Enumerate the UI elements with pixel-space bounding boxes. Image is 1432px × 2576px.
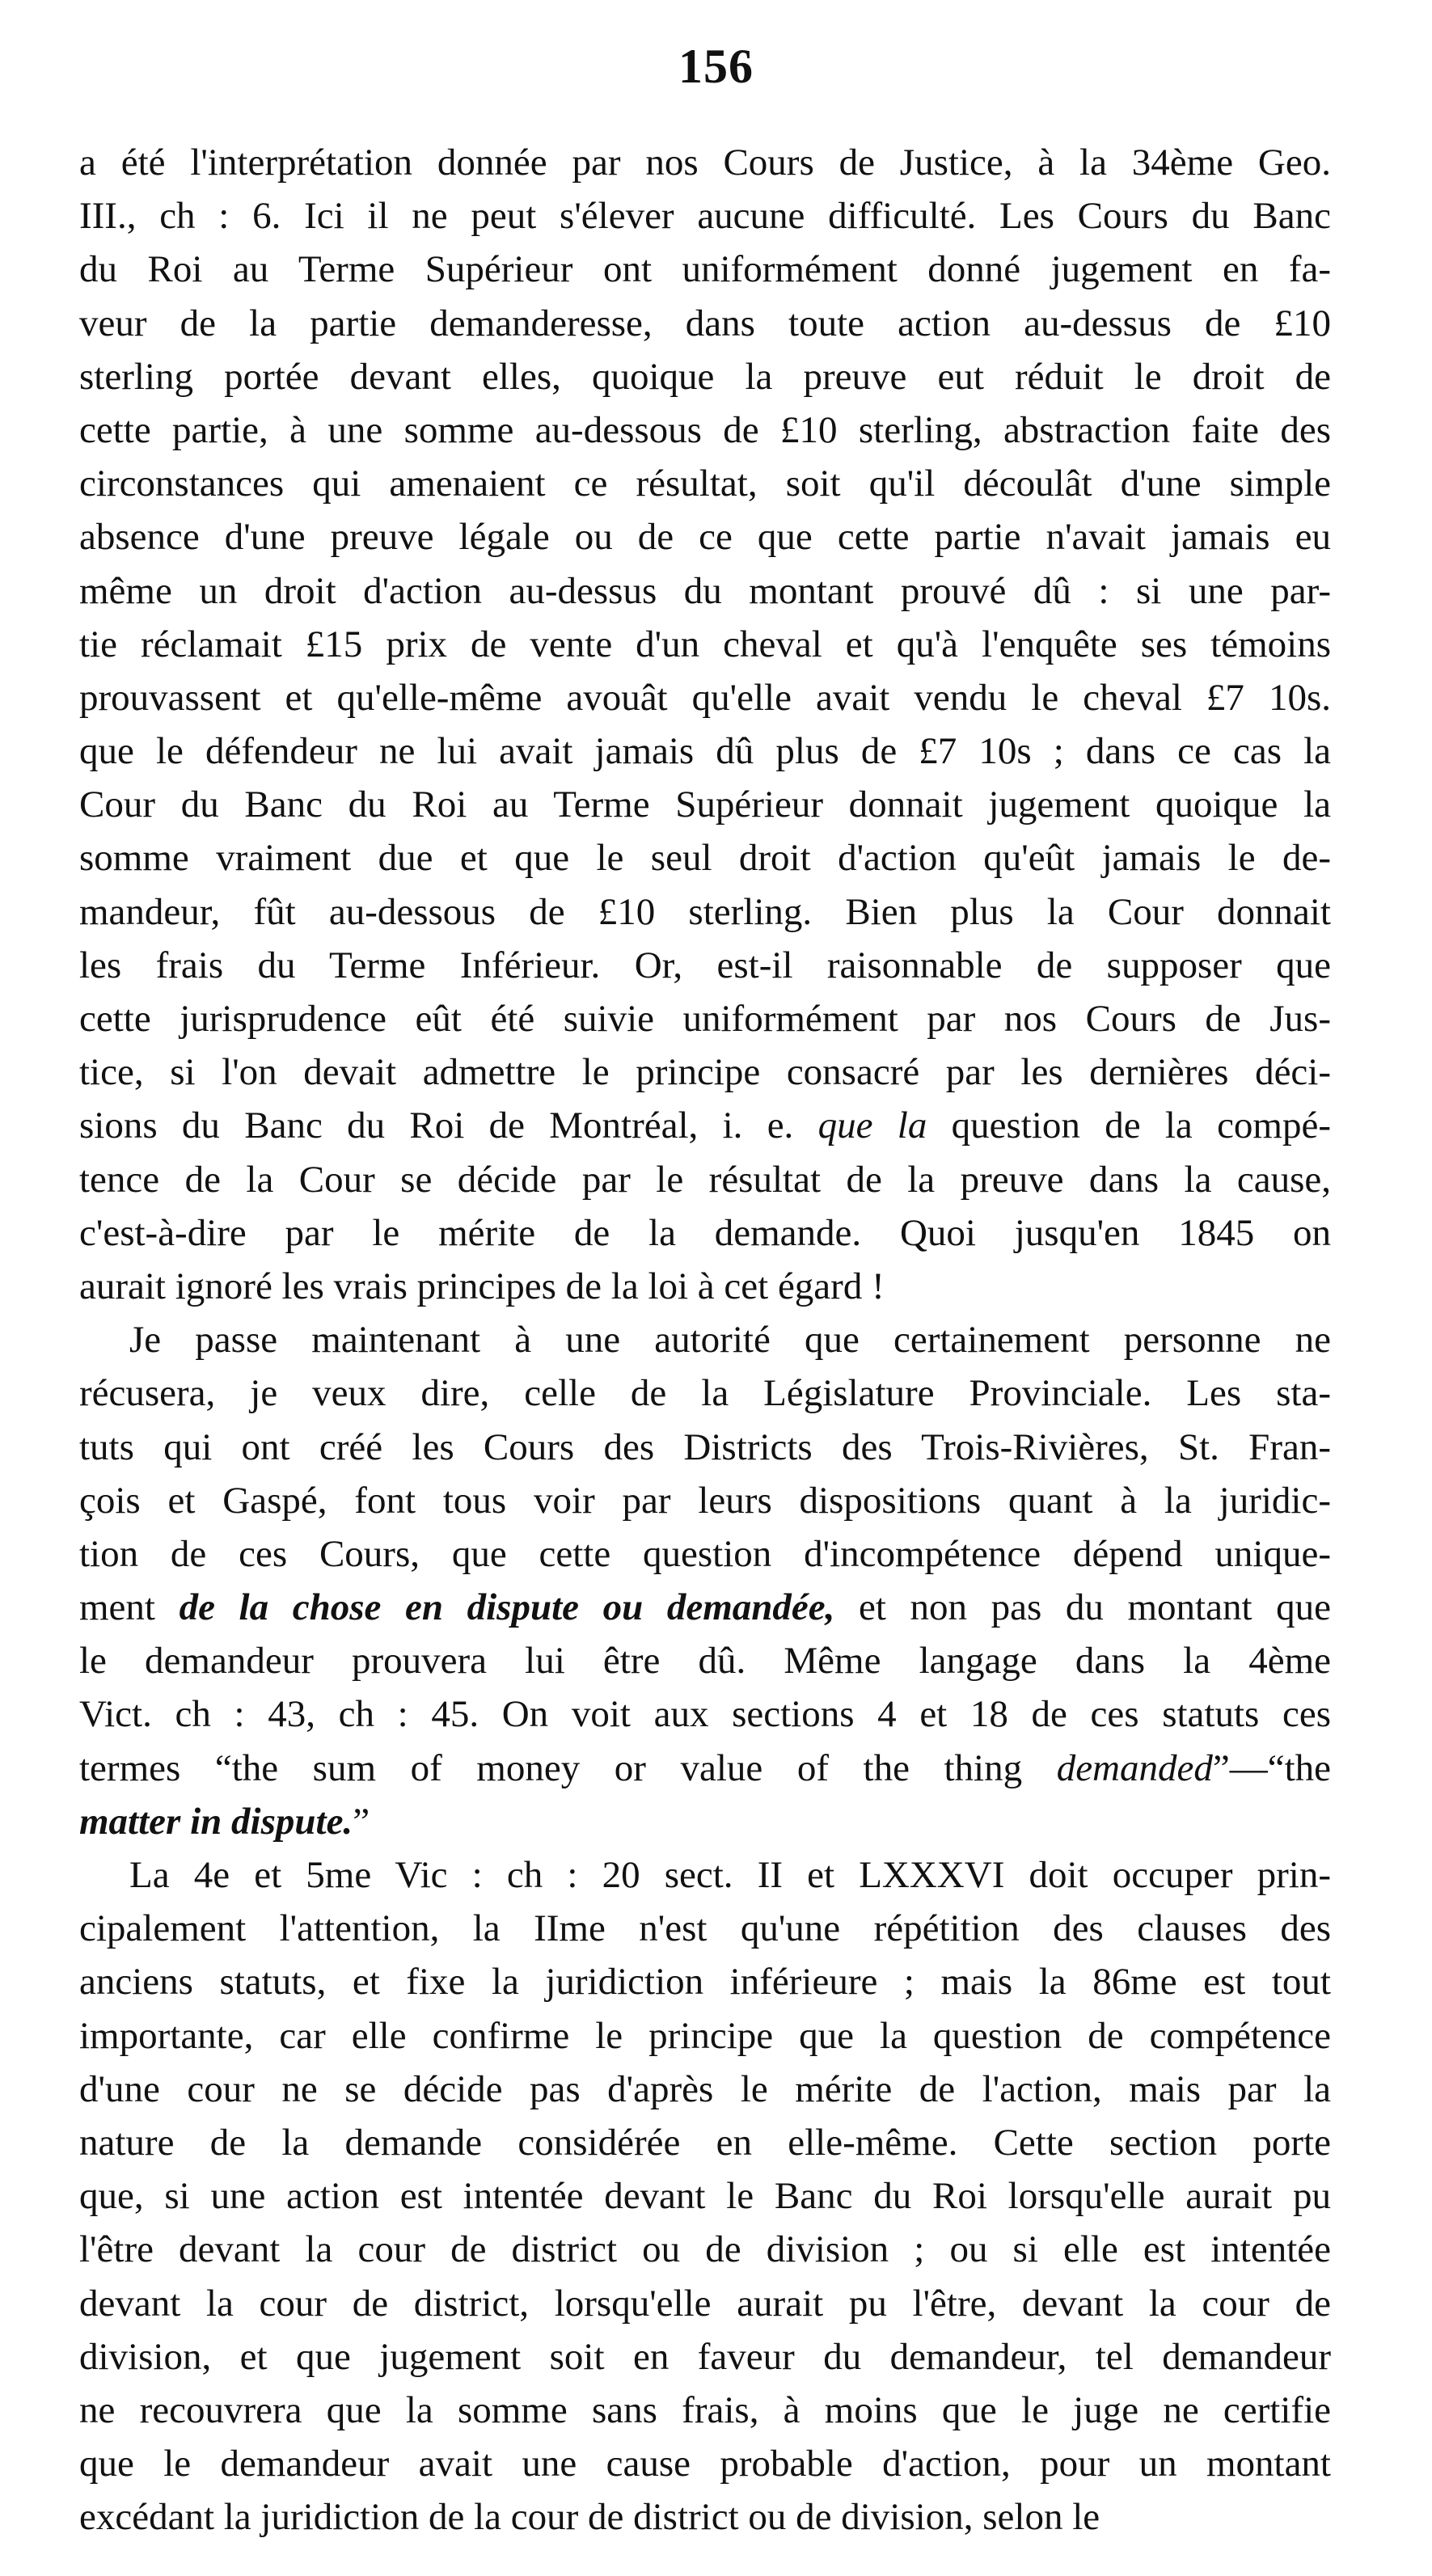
text-run: ment xyxy=(79,1586,180,1629)
text-line xyxy=(79,1206,1331,1260)
text-run: du Roi au Terme Supérieur ont uniformément donné jugement en fa- xyxy=(79,248,1331,291)
text-run: l'être devant la cour de district ou de division ; ou si elle est intentée xyxy=(79,2228,1331,2271)
text-line xyxy=(79,136,1331,189)
text-line xyxy=(79,2009,1331,2063)
text-run: cipalement l'attention, la IIme n'est qu'une répétition des clauses des xyxy=(79,1907,1331,1950)
text-run: ” xyxy=(353,1800,370,1843)
emphasized-text: que la xyxy=(817,1104,927,1147)
text-run: veur de la partie demanderesse, dans toute action au-dessus de £10 xyxy=(79,302,1331,344)
text-line xyxy=(79,992,1331,1045)
text-run: que le demandeur avait une cause probable d'action, pour un montant xyxy=(79,2443,1331,2485)
text-line xyxy=(79,403,1331,457)
text-run: le demandeur prouvera lui être dû. Même langage dans la 4ème xyxy=(79,1640,1331,1683)
text-run: récusera, je veux dire, celle de la Législature Provinciale. Les sta- xyxy=(79,1372,1331,1415)
text-line xyxy=(79,2277,1331,2330)
text-line xyxy=(79,2223,1331,2276)
text-line xyxy=(79,243,1331,296)
text-line xyxy=(79,2116,1331,2169)
text-run: d'une cour ne se décide pas d'après le mérite de l'action, mais par la xyxy=(79,2067,1331,2110)
text-line xyxy=(79,2490,1331,2544)
text-line xyxy=(79,2063,1331,2116)
text-run: tice, si l'on devait admettre le principe consacré par les dernières déci- xyxy=(79,1051,1331,1094)
text-run: a été l'interprétation donnée par nos Cours de Justice, à la 34ème Geo. xyxy=(79,141,1331,184)
text-line xyxy=(79,510,1331,564)
text-line xyxy=(79,2330,1331,2384)
text-line xyxy=(79,189,1331,243)
text-line xyxy=(79,724,1331,778)
text-line xyxy=(79,1099,1331,1152)
text-line xyxy=(79,297,1331,350)
emphasized-text: matter in dispute. xyxy=(79,1800,353,1843)
text-run: division, et que jugement soit en faveur du demandeur, tel demandeur xyxy=(79,2335,1331,2378)
text-run: tence de la Cour se décide par le résultat de la preuve dans la cause, xyxy=(79,1158,1331,1201)
text-line xyxy=(79,1260,1331,1313)
text-line xyxy=(79,1581,1331,1634)
text-run: çois et Gaspé, font tous voir par leurs dispositions quant à la juridic- xyxy=(79,1479,1331,1522)
text-line xyxy=(79,885,1331,939)
text-run: tion de ces Cours, que cette question d'incompétence dépend unique- xyxy=(79,1532,1331,1575)
text-line xyxy=(79,1153,1331,1206)
text-line xyxy=(79,350,1331,403)
text-line xyxy=(79,1474,1331,1527)
text-run: circonstances qui amenaient ce résultat, soit qu'il découlât d'une simple xyxy=(79,462,1331,505)
text-line xyxy=(79,1687,1331,1741)
text-run: ne recouvrera que la somme sans frais, à moins que le juge ne certifie xyxy=(79,2388,1331,2431)
text-run: sterling portée devant elles, quoique la preuve eut réduit le droit de xyxy=(79,355,1331,398)
text-run: Cour du Banc du Roi au Terme Supérieur donnait jugement quoique la xyxy=(79,783,1331,826)
text-line xyxy=(79,1421,1331,1474)
page-number: 156 xyxy=(678,40,754,93)
text-run: les frais du Terme Inférieur. Or, est-il raisonnable de supposer que xyxy=(79,944,1331,986)
text-run: tie réclamait £15 prix de vente d'un cheval et qu'à l'enquête ses témoins xyxy=(79,623,1331,665)
paragraph xyxy=(79,1848,1331,2544)
emphasized-text: demanded xyxy=(1056,1746,1213,1789)
text-run: sions du Banc du Roi de Montréal, i. e. xyxy=(79,1104,818,1147)
text-line xyxy=(79,2437,1331,2490)
text-line xyxy=(79,1848,1331,1902)
text-line xyxy=(79,1742,1331,1795)
paragraph xyxy=(79,1313,1331,1848)
text-line xyxy=(79,618,1331,671)
text-run: somme vraiment due et que le seul droit d'action qu'eût jamais le de- xyxy=(79,837,1331,880)
text-run: importante, car elle confirme le principe que la question de compétence xyxy=(79,2014,1331,2057)
text-run: cette jurisprudence eût été suivie uniformément par nos Cours de Jus- xyxy=(79,998,1331,1040)
text-run: même un droit d'action au-dessus du montant prouvé dû : si une par- xyxy=(79,569,1331,612)
paragraph xyxy=(79,136,1331,1313)
text-run: et non pas du montant que xyxy=(834,1586,1331,1629)
text-run: mandeur, fût au-dessous de £10 sterling. Bien plus la Cour donnait xyxy=(79,890,1331,933)
text-run: termes “the sum of money or value of the thing xyxy=(79,1746,1057,1789)
text-line xyxy=(79,2169,1331,2223)
text-line xyxy=(79,2384,1331,2437)
text-run: cette partie, à une somme au-dessous de £10 sterling, abstraction faite des xyxy=(79,408,1331,451)
text-line xyxy=(79,457,1331,510)
text-run: aurait ignoré les vrais principes de la loi à cet égard ! xyxy=(79,1265,885,1307)
text-run: Vict. ch : 43, ch : 45. On voit aux sections 4 et 18 de ces statuts ces xyxy=(79,1693,1331,1736)
text-run: Je passe maintenant à une autorité que certainement personne ne xyxy=(129,1319,1331,1362)
text-run: ”—“the xyxy=(1212,1746,1331,1789)
text-line xyxy=(79,778,1331,831)
text-run: excédant la juridiction de la cour de district ou de division, selon le xyxy=(79,2496,1100,2539)
text-run: c'est-à-dire par le mérite de la demande. Quoi jusqu'en 1845 on xyxy=(79,1211,1331,1254)
text-line xyxy=(79,671,1331,724)
text-run: anciens statuts, et fixe la juridiction inférieure ; mais la 86me est tout xyxy=(79,1961,1331,2004)
text-line xyxy=(79,564,1331,618)
text-run: question de la compé- xyxy=(927,1104,1331,1147)
text-line xyxy=(79,1955,1331,2008)
text-run: tuts qui ont créé les Cours des Districts des Trois-Rivières, St. Fran- xyxy=(79,1425,1331,1468)
text-line xyxy=(79,1313,1331,1366)
text-run: prouvassent et qu'elle-même avouât qu'elle avait vendu le cheval £7 10s. xyxy=(79,676,1331,719)
text-line xyxy=(79,1902,1331,1955)
text-line xyxy=(79,1045,1331,1099)
text-line xyxy=(79,831,1331,885)
emphasized-text: de la chose en dispute ou demandée, xyxy=(179,1586,835,1629)
text-run: absence d'une preuve légale ou de ce que cette partie n'avait jamais eu xyxy=(79,516,1331,559)
text-run: que le défendeur ne lui avait jamais dû plus de £7 10s ; dans ce cas la xyxy=(79,730,1331,773)
text-run: III., ch : 6. Ici il ne peut s'élever aucune difficulté. Les Cours du Banc xyxy=(79,195,1331,238)
text-run: que, si une action est intentée devant le Banc du Roi lorsqu'elle aurait pu xyxy=(79,2175,1331,2218)
text-run: devant la cour de district, lorsqu'elle aurait pu l'être, devant la cour de xyxy=(79,2282,1331,2325)
text-line xyxy=(79,939,1331,992)
text-line xyxy=(79,1634,1331,1687)
text-line xyxy=(79,1527,1331,1581)
body-text xyxy=(79,136,1331,2544)
text-line xyxy=(79,1366,1331,1420)
text-run: La 4e et 5me Vic : ch : 20 sect. II et LXXXVI doit occuper prin- xyxy=(129,1854,1331,1896)
text-run: nature de la demande considérée en elle-même. Cette section porte xyxy=(79,2121,1331,2164)
text-line xyxy=(79,1795,1331,1848)
